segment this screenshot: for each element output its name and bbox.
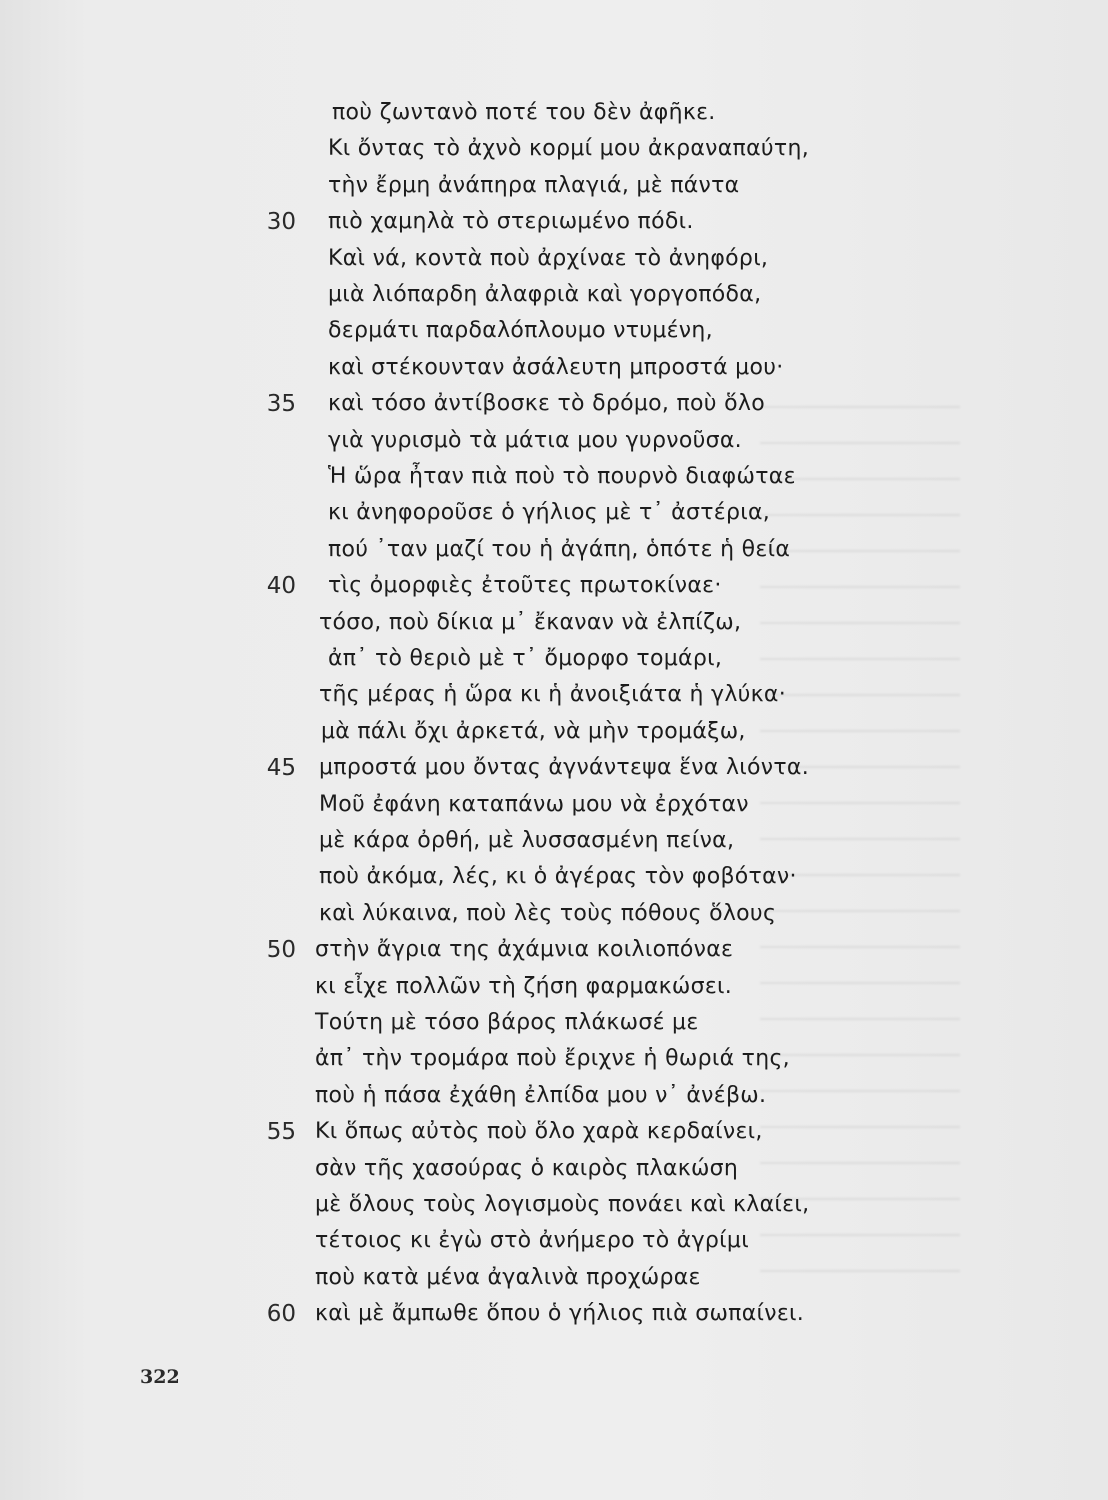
verse-text: στὴν ἄγρια της ἀχάμνια κοιλιοπόναε <box>315 937 734 963</box>
verse-text: καὶ λύκαινα, ποὺ λὲς τοὺς πόθους ὅλους <box>319 900 777 926</box>
verse-text: ποὺ ἡ πάσα ἐχάθη ἐλπίδα μου ν᾽ ἀνέβω. <box>315 1082 767 1108</box>
verse-text: Ἡ ὥρα ἦταν πιὰ ποὺ τὸ πουρνὸ διαφώταε <box>328 464 796 489</box>
line-number: 55 <box>266 1119 296 1146</box>
line-number: 45 <box>266 755 296 782</box>
verse-text: ἀπ᾽ τὸ θεριὸ μὲ τ᾽ ὄμορφο τομάρι, <box>328 646 723 671</box>
poem-line <box>0 969 1108 1005</box>
line-number: 60 <box>266 1301 296 1328</box>
verse-text: τὴν ἔρμη ἀνάπηρα πλαγιά, μὲ πάντα <box>328 172 740 198</box>
verse-text: τέτοιος κι ἐγὼ στὸ ἀνήμερο τὸ ἀγρίμι <box>315 1228 749 1254</box>
verse-text: ποὺ ἀκόμα, λές, κι ὁ ἀγέρας τὸν φοβόταν· <box>319 864 797 890</box>
verse-text: μιὰ λιόπαρδη ἀλαφριὰ καὶ γοργοπόδα, <box>328 282 762 307</box>
poem-line <box>0 1041 1108 1077</box>
verse-text: πιὸ χαμηλὰ τὸ στεριωμένο πόδι. <box>328 209 694 235</box>
poem-line <box>0 859 1108 895</box>
verse-text: Κι ὄντας τὸ ἀχνὸ κορμί μου ἀκραναπαύτη, <box>328 136 810 162</box>
poem-line <box>0 386 1108 422</box>
verse-text: πού ᾽ταν μαζί του ἡ ἀγάπη, ὁπότε ἡ θεία <box>328 536 791 562</box>
verse-text: μὰ πάλι ὄχι ἀρκετά, νὰ μὴν τρομάξω, <box>321 718 746 744</box>
poem-line <box>0 277 1108 313</box>
verse-text: Κι ὅπως αὐτὸς ποὺ ὅλο χαρὰ κερδαίνει, <box>315 1119 763 1145</box>
verse-text: ποὺ κατὰ μένα ἀγαλινὰ προχώραε <box>315 1264 701 1290</box>
poem-line <box>0 1296 1108 1332</box>
poem-line <box>0 605 1108 641</box>
verse-text: τῆς μέρας ἡ ὥρα κι ἡ ἀνοιξιάτα ἡ γλύκα· <box>319 682 787 708</box>
poem-line <box>0 350 1108 386</box>
verse-text: τὶς ὀμορφιὲς ἐτοῦτες πρωτοκίναε· <box>328 573 722 599</box>
poem-line <box>0 896 1108 932</box>
poem-line <box>0 1005 1108 1041</box>
poem-line <box>0 932 1108 968</box>
poem-line <box>0 459 1108 495</box>
poem-line <box>0 241 1108 277</box>
poem-line <box>0 495 1108 531</box>
verse-text: σὰν τῆς χασούρας ὁ καιρὸς πλακώση <box>315 1155 739 1181</box>
verse-text: δερμάτι παρδαλόπλουμο ντυμένη, <box>328 318 713 344</box>
verse-text: μὲ κάρα ὀρθή, μὲ λυσσασμένη πείνα, <box>319 828 735 853</box>
line-number: 30 <box>266 209 296 236</box>
verse-text: κι ἀνηφοροῦσε ὁ γήλιος μὲ τ᾽ ἀστέρια, <box>328 500 771 526</box>
verse-text: Καὶ νά, κοντὰ ποὺ ἀρχίναε τὸ ἀνηφόρι, <box>328 245 769 271</box>
poem-line <box>0 1114 1108 1150</box>
poem-line <box>0 1078 1108 1114</box>
poem-line <box>0 787 1108 823</box>
line-number: 35 <box>266 391 296 418</box>
poem-line <box>0 131 1108 167</box>
poem-line <box>0 532 1108 568</box>
poem-line <box>0 1260 1108 1296</box>
verse-text: κι εἶχε πολλῶν τὴ ζήση φαρμακώσει. <box>315 973 733 999</box>
poem-line <box>0 423 1108 459</box>
verse-text: ποὺ ζωντανὸ ποτέ του δὲν ἀφῆκε. <box>332 100 716 125</box>
poem-line <box>0 823 1108 859</box>
verse-text: καὶ μὲ ἄμπωθε ὅπου ὁ γήλιος πιὰ σωπαίνει. <box>315 1301 805 1327</box>
verse-text: Τούτη μὲ τόσο βάρος πλάκωσέ με <box>315 1010 699 1035</box>
verse-text: μὲ ὅλους τοὺς λογισμοὺς πονάει καὶ κλαίει, <box>315 1192 810 1217</box>
line-number: 50 <box>266 937 296 964</box>
poem-line <box>0 1187 1108 1223</box>
poem-line <box>0 750 1108 786</box>
verse-text: καὶ στέκουνταν ἀσάλευτη μπροστά μου· <box>328 354 784 380</box>
poem-line <box>0 1223 1108 1259</box>
poem-line <box>0 204 1108 240</box>
poem-line <box>0 714 1108 750</box>
poem-line <box>0 568 1108 604</box>
poem-line <box>0 677 1108 713</box>
verse-text: τόσο, ποὺ δίκια μ᾽ ἔκαναν νὰ ἐλπίζω, <box>319 609 742 635</box>
verse-text: γιὰ γυρισμὸ τὰ μάτια μου γυρνοῦσα. <box>328 427 742 453</box>
verse-text: καὶ τόσο ἀντίβοσκε τὸ δρόμο, ποὺ ὅλο <box>328 391 765 417</box>
verse-text: ἀπ᾽ τὴν τρομάρα ποὺ ἔριχνε ἡ θωριά της, <box>315 1046 790 1072</box>
line-number: 40 <box>266 573 296 600</box>
poem-line <box>0 1151 1108 1187</box>
verse-text: Μοῦ ἐφάνη καταπάνω μου νὰ ἐρχόταν <box>319 791 749 817</box>
poem-line <box>0 641 1108 677</box>
poem-line <box>0 95 1108 131</box>
verse-text: μπροστά μου ὄντας ἀγνάντεψα ἕνα λιόντα. <box>319 755 810 781</box>
poem-line <box>0 313 1108 349</box>
poem-line <box>0 168 1108 204</box>
page-number: 322 <box>140 1366 180 1388</box>
